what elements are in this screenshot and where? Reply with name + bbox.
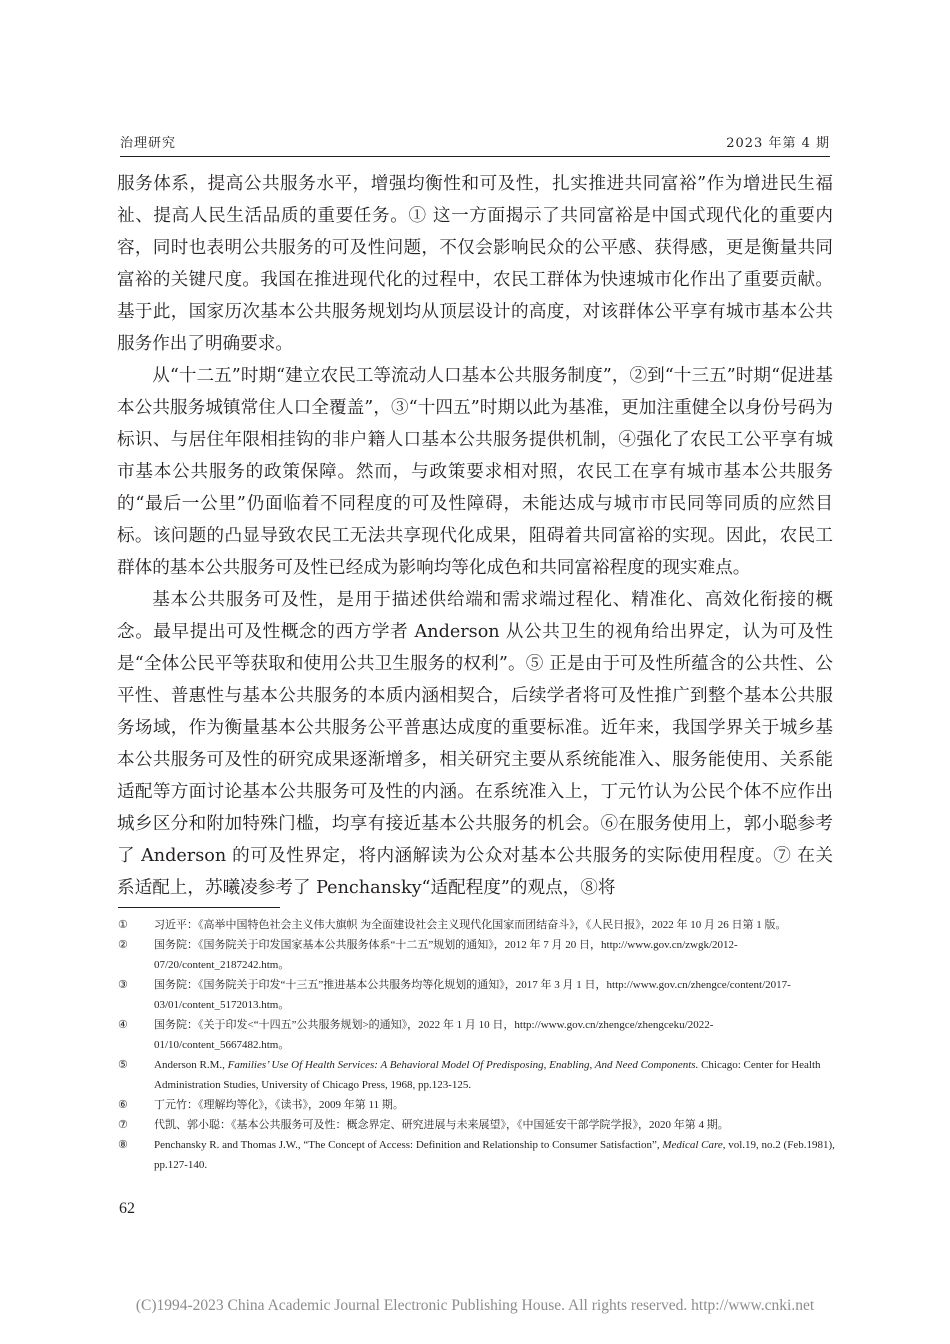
footnote-author: Penchansky R. and Thomas J.W., “The Concept of Access: Definition and Relationship to Consumer Satisfaction”, xyxy=(154,1139,663,1151)
footnote-8 xyxy=(118,1135,836,1175)
copyright-notice: (C)1994-2023 China Academic Journal Electronic Publishing House. All rights reserved. http://www.cnki.net xyxy=(135,1297,815,1314)
footnote-mark: ④ xyxy=(118,1019,128,1031)
footnote-mark: ⑤ xyxy=(118,1059,128,1071)
footnotes xyxy=(118,915,836,1175)
footnote-4 xyxy=(118,1015,836,1055)
article-body xyxy=(117,168,833,904)
footnote-mark: ③ xyxy=(118,979,128,991)
paragraph-3: 基本公共服务可及性，是用于描述供给端和需求端过程化、精准化、高效化衔接的概念。最早提出可及性概念的西方学者 Anderson 从公共卫生的视角给出界定，认为可及性是“全体公民平等获取和使用公共卫生服务的权利”。⑤ 正是由于可及性所蕴含的公共性、公平性、普惠性与基本公共服务的本质内涵相契合，后续学者将可及性推广到整个基本公共服务场域，作为衡量基本公共服务公平普惠达成度的重要标准。近年来，我国学界关于城乡基本公共服务可及性的研究成果逐渐增多，相关研究主要从系统能准入、服务能使用、关系能适配等方面讨论基本公共服务可及性的内涵。在系统准入上，丁元竹认为公民个体不应作出城乡区分和附加特殊门槛，均享有接近基本公共服务的机会。⑥在服务使用上，郭小聪参考了 Anderson 的可及性界定，将内涵解读为公众对基本公共服务的实际使用程度。⑦ 在关系适配上，苏曦凌参考了 Penchansky“适配程度”的观点，⑧将 xyxy=(117,590,833,898)
footnote-details: , vol.19, no.2 (Feb.1981), pp.127-140. xyxy=(154,1139,835,1171)
footnote-3 xyxy=(118,975,836,1015)
footnote-mark: ⑦ xyxy=(118,1119,128,1131)
footnote-publisher: Chicago: Center for Health Administration Studies, University of Chicago Press, 1968, pp.123-125. xyxy=(154,1059,821,1091)
footnote-text: 国务院：《国务院关于印发国家基本公共服务体系“十二五”规划的通知》，2012 年 7 月 20 日，http://www.gov.cn/zwgk/2012-07/20/content_2187242.htm。 xyxy=(154,939,738,971)
issue-label: 2023 年第 4 期 xyxy=(726,136,830,151)
footnote-mark: ⑥ xyxy=(118,1099,128,1111)
page-number: 62 xyxy=(119,1200,135,1217)
footnote-5 xyxy=(118,1055,836,1095)
paragraph-1: 服务体系，提高公共服务水平，增强均衡性和可及性，扎实推进共同富裕”作为增进民生福祉、提高人民生活品质的重要任务。① 这一方面揭示了共同富裕是中国式现代化的重要内容，同时也表明公共服务的可及性问题，不仅会影响民众的公平感、获得感，更是衡量共同富裕的关键尺度。我国在推进现代化的过程中，农民工群体为快速城市化作出了重要贡献。基于此，国家历次基本公共服务规划均从顶层设计的高度，对该群体公平享有城市基本公共服务作出了明确要求。 xyxy=(117,174,833,354)
journal-name: 治理研究 xyxy=(120,136,177,151)
footnote-mark: ① xyxy=(118,919,128,931)
header-rule xyxy=(120,156,830,157)
footnote-text: 代凯、郭小聪：《基本公共服务可及性：概念界定、研究进展与未来展望》，《中国延安干部学院学报》，2020 年第 4 期。 xyxy=(154,1119,729,1131)
running-header xyxy=(120,132,830,154)
footnote-author: Anderson R.M., xyxy=(154,1059,228,1071)
footnote-2 xyxy=(118,935,836,975)
footnote-1 xyxy=(118,915,836,935)
footnote-text: 丁元竹：《理解均等化》，《读书》，2009 年第 11 期。 xyxy=(154,1099,404,1111)
footnote-mark: ⑧ xyxy=(118,1139,128,1151)
footnote-text: 国务院：《国务院关于印发“十三五”推进基本公共服务均等化规划的通知》，2017 年 3 月 1 日，http://www.gov.cn/zhengce/content/2017-03/01/content_5172013.htm。 xyxy=(154,979,791,1011)
footnote-title: Families’ Use Of Health Services: A Behavioral Model Of Predisposing, Enabling, And Need Components. xyxy=(227,1059,699,1071)
footnote-journal: Medical Care xyxy=(662,1139,723,1151)
footnote-rule xyxy=(118,907,280,908)
footnote-7 xyxy=(118,1115,836,1135)
footnote-text: 习近平：《高举中国特色社会主义伟大旗帜 为全面建设社会主义现代化国家而团结奋斗》，《人民日报》，2022 年 10 月 26 日第 1 版。 xyxy=(154,919,787,931)
footnote-text: 国务院：《关于印发<“十四五”公共服务规划>的通知》，2022 年 1 月 10 日，http://www.gov.cn/zhengce/zhengceku/2022-01/10/content_5667482.htm。 xyxy=(154,1019,714,1051)
paragraph-2: 从“十二五”时期“建立农民工等流动人口基本公共服务制度”，②到“十三五”时期“促进基本公共服务城镇常住人口全覆盖”，③“十四五”时期以此为基准，更加注重健全以身份号码为标识、与居住年限相挂钩的非户籍人口基本公共服务提供机制，④强化了农民工公平享有城市基本公共服务的政策保障。然而，与政策要求相对照，农民工在享有城市基本公共服务的“最后一公里”仍面临着不同程度的可及性障碍，未能达成与城市市民同等同质的应然目标。该问题的凸显导致农民工无法共享现代化成果，阻碍着共同富裕的实现。因此，农民工群体的基本公共服务可及性已经成为影响均等化成色和共同富裕程度的现实难点。 xyxy=(117,366,833,578)
footnote-6 xyxy=(118,1095,836,1115)
footnote-mark: ② xyxy=(118,939,128,951)
